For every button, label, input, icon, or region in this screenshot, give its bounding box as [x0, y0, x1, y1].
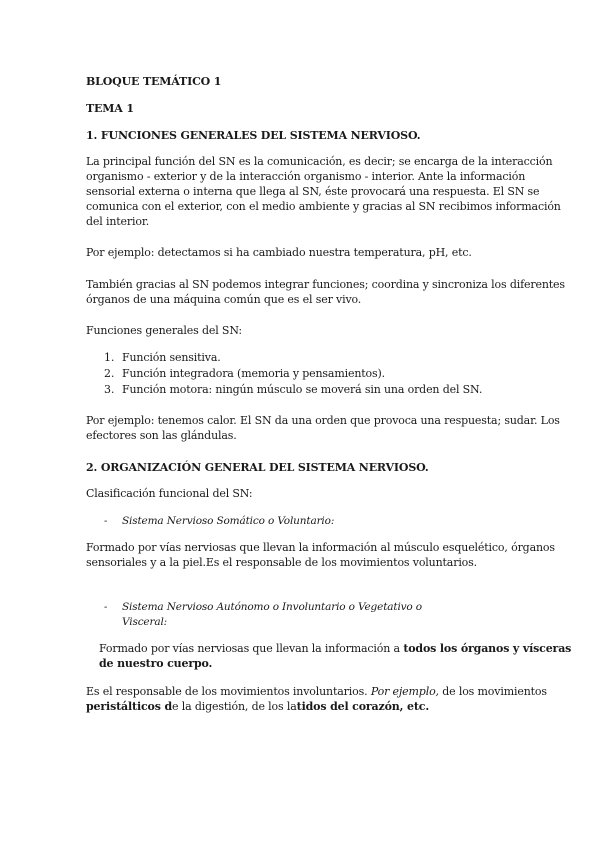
paragraph-line — [99, 641, 572, 656]
italic-text: Por ejemplo, — [370, 685, 439, 698]
list-text: Función motora: ningún músculo se moverá sin una orden del SN. — [122, 383, 483, 396]
bold-text: todos los órganos y vísceras — [403, 642, 572, 655]
list-number: 2. — [104, 367, 115, 380]
plain-text: Es el responsable de los movimientos involuntarios. — [86, 685, 371, 698]
bold-text: peristálticos d — [86, 700, 173, 713]
plain-text: e la digestión, de los la — [172, 700, 297, 713]
paragraph-line: sensoriales y a la piel.Es el responsable de los movimientos voluntarios. — [86, 556, 477, 569]
paragraph-line: órganos de una máquina común que es el ser vivo. — [86, 293, 362, 306]
dash-bullet: - — [104, 516, 108, 527]
block-title: BLOQUE TEMÁTICO 1 — [86, 75, 222, 88]
list-text: Función sensitiva. — [122, 351, 221, 364]
paragraph-line — [86, 699, 526, 714]
paragraph-line: efectores son las glándulas. — [86, 429, 237, 442]
plain-text: de los movimientos — [438, 685, 547, 698]
paragraph-line: del interior. — [86, 215, 150, 228]
list-number: 1. — [104, 351, 115, 364]
bold-text: de nuestro cuerpo. — [99, 657, 213, 670]
paragraph-line: sensorial externa o interna que llega al SN, éste provocará una respuesta. El SN se — [86, 185, 540, 198]
dash-bullet: - — [104, 602, 108, 613]
tema-title: TEMA 1 — [86, 102, 134, 115]
list-text: Función integradora (memoria y pensamientos). — [122, 367, 385, 380]
paragraph-line — [99, 656, 539, 671]
paragraph-line: También gracias al SN podemos integrar funciones; coordina y sincroniza los diferentes — [86, 278, 565, 291]
paragraph-line: Por ejemplo: tenemos calor. El SN da una orden que provoca una respuesta; sudar. Los — [86, 414, 560, 427]
paragraph-line: La principal función del SN es la comunicación, es decir; se encarga de la interacción — [86, 155, 553, 168]
classification-intro: Clasificación funcional del SN: — [86, 487, 253, 500]
example-temperature: Por ejemplo: detectamos si ha cambiado nuestra temperatura, pH, etc. — [86, 246, 472, 259]
section2-heading: 2. ORGANIZACIÓN GENERAL DEL SISTEMA NERVIOSO. — [86, 461, 429, 474]
autonomic-title-line: Visceral: — [122, 616, 168, 628]
paragraph-line: comunica con el exterior, con el medio ambiente y gracias al SN recibimos información — [86, 200, 561, 213]
list-number: 3. — [104, 383, 115, 396]
paragraph-line — [86, 684, 547, 699]
plain-text: Formado por vías nerviosas que llevan la información a — [99, 642, 404, 655]
somatic-title: Sistema Nervioso Somático o Voluntario: — [122, 515, 335, 527]
paragraph-line: Formado por vías nerviosas que llevan la información al músculo esquelético, órganos — [86, 541, 555, 554]
autonomic-title-line: Sistema Nervioso Autónomo o Involuntario o Vegetativo o — [122, 601, 422, 613]
bold-text: tidos del corazón, etc. — [296, 700, 430, 713]
section1-heading: 1. FUNCIONES GENERALES DEL SISTEMA NERVIOSO. — [86, 129, 421, 142]
paragraph-line: organismo - exterior y de la interacción organismo - interior. Ante la información — [86, 170, 526, 183]
functions-intro: Funciones generales del SN: — [86, 324, 242, 337]
